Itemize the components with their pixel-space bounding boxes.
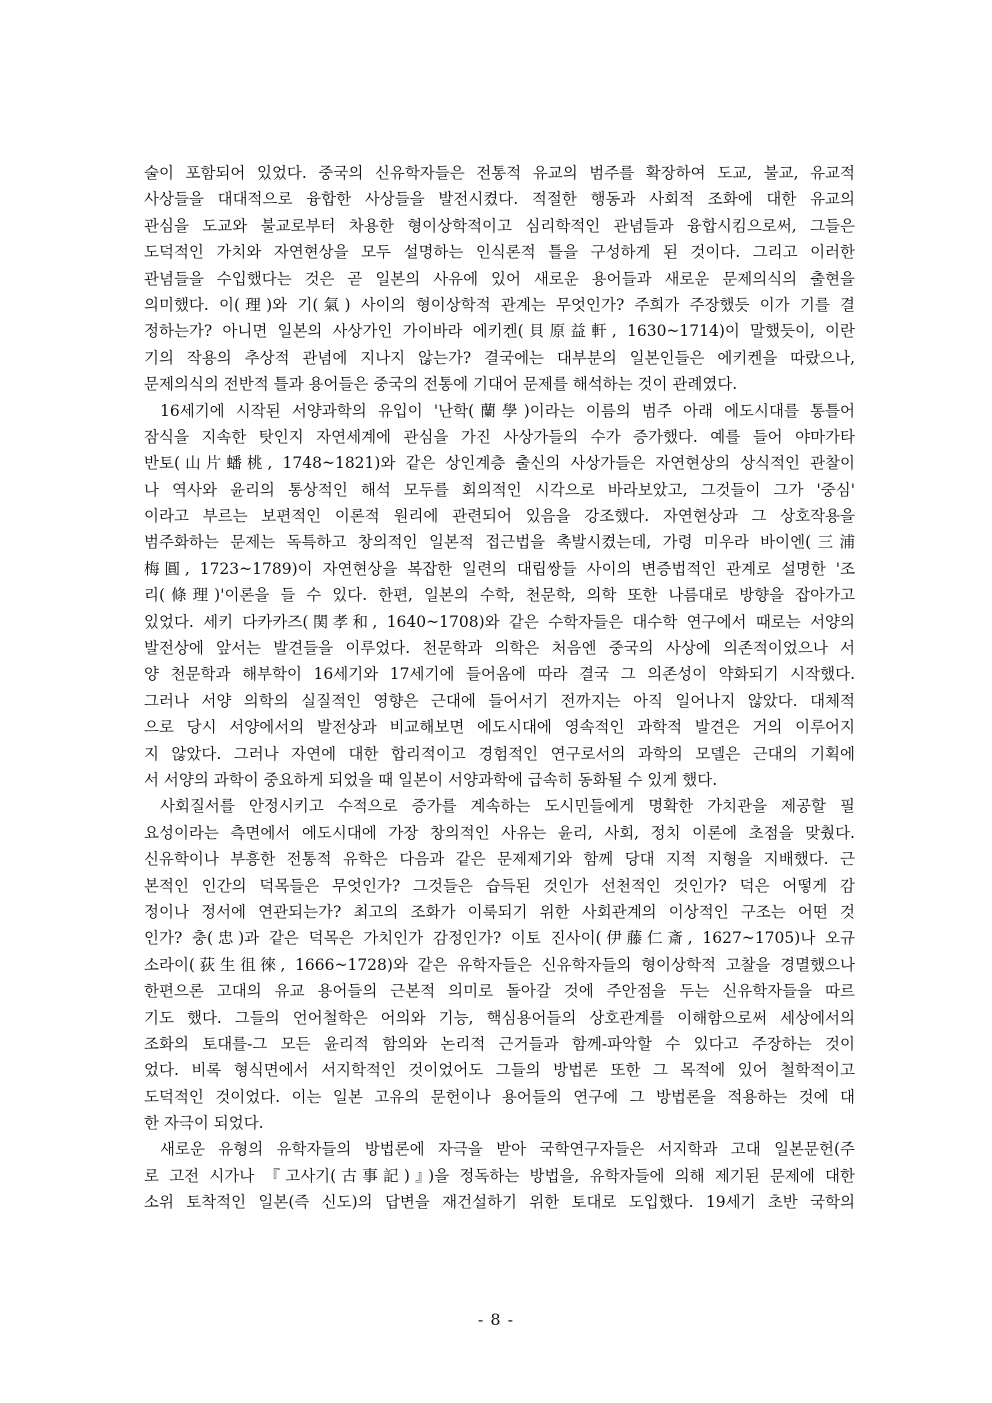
text-line: 조화의 토대를-그 모든 윤리적 함의와 논리적 근거들과 함께-파악할 수 있다고 주장하는 것이 [144, 1034, 855, 1053]
text-line: 요성이라는 측면에서 에도시대에 가장 창의적인 사유는 윤리, 사회, 정치 이론에 초점을 맞췄다. [144, 823, 855, 842]
text-line: 었다. 비록 형식면에서 서지학적인 것이었어도 그들의 방법론 또한 그 목적에 있어 철학적이고 [144, 1061, 855, 1080]
text-line: 반토(山片蟠桃, 1748~1821)와 같은 상인계층 출신의 사상가들은 자연현상의 상식적인 관찰이 [144, 454, 855, 473]
text-line: 리(條理)'이론을 들 수 있다. 한편, 일본의 수학, 천문학, 의학 또한 나름대로 방향을 잡아가고 [144, 586, 855, 605]
text-line: 발전상에 앞서는 발견들을 이루었다. 천문학과 의학은 처음엔 중국의 사상에 의존적이었으나 서 [144, 639, 855, 658]
text-line: 관념들을 수입했다는 것은 곧 일본의 사유에 있어 새로운 용어들과 새로운 문제의식의 출현을 [144, 269, 855, 288]
text-line: 기의 작용의 추상적 관념에 지나지 않는가? 결국에는 대부분의 일본인들은 에키켄을 따랐으나, [144, 348, 855, 367]
text-line: 그러나 서양 의학의 실질적인 영향은 근대에 들어서기 전까지는 아직 일어나지 않았다. 대체적 [144, 691, 855, 710]
text-line: 신유학이나 부흥한 전통적 유학은 다음과 같은 문제제기와 함께 당대 지적 지형을 지배했다. 근 [144, 850, 855, 869]
text-line: 있었다. 세키 다카카즈(関孝和, 1640~1708)와 같은 수학자들은 대수학 연구에서 때로는 서양의 [144, 612, 855, 631]
text-line: 잠식을 지속한 탓인지 자연세계에 관심을 가진 사상가들의 수가 증가했다. 예를 들어 야마가타 [144, 427, 855, 446]
text-line: 한 자극이 되었다. [144, 1114, 264, 1133]
text-line: 사상들을 대대적으로 융합한 사상들을 발전시켰다. 적절한 행동과 사회적 조화에 대한 유교의 [144, 190, 855, 209]
text-line: 나 역사와 윤리의 통상적인 해석 모두를 회의적인 시각으로 바라보았고, 그것들이 그가 '중심' [144, 480, 855, 499]
text-line: 양 천문학과 해부학이 16세기와 17세기에 들어옴에 따라 결국 그 의존성이 약화되기 시작했다. [144, 665, 855, 684]
text-line: 한편으론 고대의 유교 용어들의 근본적 의미로 돌아갈 것에 주안점을 두는 신유학자들을 따르 [144, 982, 855, 1001]
text-line: 梅圓, 1723~1789)이 자연현상을 복잡한 일련의 대립쌍들 사이의 변증법적인 관계로 설명한 '조 [144, 559, 855, 578]
text-line: 인가? 충(忠)과 같은 덕목은 가치인가 감정인가? 이토 진사이(伊藤仁斎, 1627~1705)나 오규 [144, 929, 855, 948]
text-line: 지 않았다. 그러나 자연에 대한 합리적이고 경험적인 연구로서의 과학의 모델은 근대의 기획에 [144, 744, 855, 763]
text-line: 관심을 도교와 불교로부터 차용한 형이상학적이고 심리학적인 관념들과 융합시킴으로써, 그들은 [144, 216, 855, 235]
text-line: 서 서양의 과학이 중요하게 되었을 때 일본이 서양과학에 급속히 동화될 수 있게 했다. [144, 770, 718, 789]
paragraph-first-line: 새로운 유형의 유학자들의 방법론에 자극을 받아 국학연구자들은 서지학과 고대 일본문헌(주 [160, 1140, 855, 1159]
paragraph-first-line: 사회질서를 안정시키고 수적으로 증가를 계속하는 도시민들에게 명확한 가치관을 제공할 필 [160, 797, 855, 816]
text-line: 소위 토착적인 일본(즉 신도)의 답변을 재건설하기 위한 토대로 도입했다. 19세기 초반 국학의 [144, 1193, 855, 1212]
text-line: 기도 했다. 그들의 언어철학은 어의와 기능, 핵심용어들의 상호관계를 이해함으로써 세상에서의 [144, 1008, 855, 1027]
text-line: 도덕적인 가치와 자연현상을 모두 설명하는 인식론적 틀을 구성하게 된 것이다. 그리고 이러한 [144, 243, 855, 262]
text-line: 로 고전 시가나 『고사기(古事記)』)을 정독하는 방법을, 유학자들에 의해 제기된 문제에 대한 [144, 1166, 855, 1185]
paragraph-first-line: 16세기에 시작된 서양과학의 유입이 '난학(蘭學)이라는 이름의 범주 아래 에도시대를 통틀어 [160, 401, 855, 420]
text-line: 도덕적인 것이었다. 이는 일본 고유의 문헌이나 용어들의 연구에 그 방법론을 적용하는 것에 대 [144, 1087, 855, 1106]
page-number: - 8 - [477, 1310, 515, 1329]
text-line: 소라이(荻生徂徠, 1666~1728)와 같은 유학자들은 신유학자들의 형이상학적 고찰을 경멸했으나 [144, 955, 855, 974]
text-line: 정이나 정서에 연관되는가? 최고의 조화가 이룩되기 위한 사회관계의 이상적인 구조는 어떤 것 [144, 902, 855, 921]
text-line: 범주화하는 문제는 독특하고 창의적인 일본적 접근법을 촉발시켰는데, 가령 미우라 바이엔(三浦 [144, 533, 855, 552]
text-line: 본적인 인간의 덕목들은 무엇인가? 그것들은 습득된 것인가 선천적인 것인가? 덕은 어떻게 감 [144, 876, 855, 895]
text-line: 이라고 부르는 보편적인 이론적 원리에 관련되어 있음을 강조했다. 자연현상과 그 상호작용을 [144, 507, 855, 526]
text-line: 문제의식의 전반적 틀과 용어들은 중국의 전통에 기대어 문제를 해석하는 것이 관례였다. [144, 375, 738, 394]
text-line: 술이 포함되어 있었다. 중국의 신유학자들은 전통적 유교의 범주를 확장하여 도교, 불교, 유교적 [144, 164, 855, 182]
text-line: 정하는가? 아니면 일본의 사상가인 가이바라 에키켄(貝原益軒, 1630~1714)이 말했듯이, 이란 [144, 322, 855, 341]
text-line: 의미했다. 이(理)와 기(氣) 사이의 형이상학적 관계는 무엇인가? 주희가 주장했듯 이가 기를 결 [144, 295, 855, 314]
text-line: 으로 당시 서양에서의 발전상과 비교해보면 에도시대에 영속적인 과학적 발견은 거의 이루어지 [144, 718, 855, 737]
body-text [144, 160, 855, 1216]
